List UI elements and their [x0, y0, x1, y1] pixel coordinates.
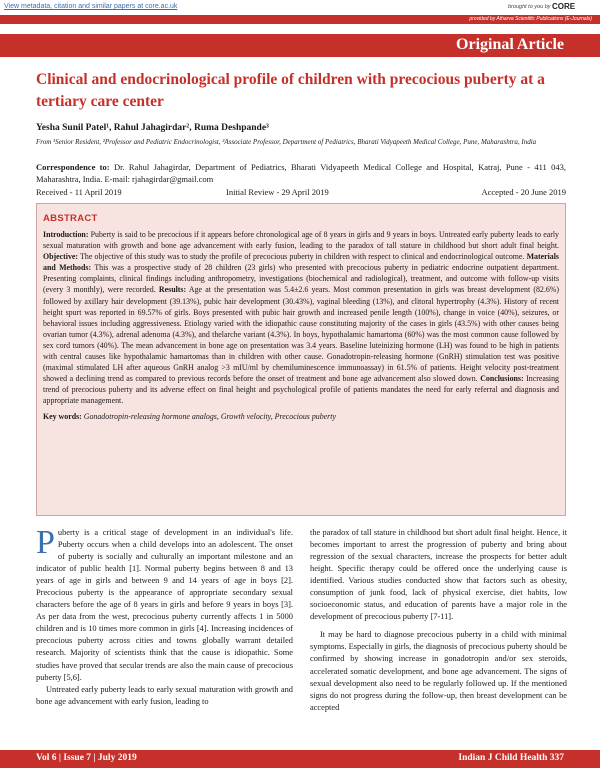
footer-volume: Vol 6 | Issue 7 | July 2019 [36, 753, 137, 763]
affiliation: From ¹Senior Resident, ²Professor and Pediatric Endocrinologist, ³Associate Professor, Department of Pediatrics, Bharati Vidyapeeth Medical College, Pune, Maharashtra, India [36, 138, 537, 146]
objective-text: The objective of this study was to study the profile of precocious puberty in children with respect to clinical and endocrinological outcome. [78, 252, 527, 262]
body-text: uberty is a critical stage of development in an individual's life. Puberty occurs when a child develops into an adolescent. The onset of puberty is socially and culturally an important milestone and an indicator of public health [1]. Normal puberty begins between 8 and 13 years of age in girls and between 9 and 14 years of age in boys [2]. Precocious puberty is the appearance of appropriate secondary sexual characters before the age of 8 years in girls and before 9 years in boys [3]. As per data from the west, precocious puberty currently affects 1 in 5000 children and is 10 times more common in girls [4]. Increasing incidences of precocious puberty across cities and towns globally warrant detailed research. Majority of scientists think that the cause is idiopathic. Some studies have proved that secular trends are also the main cause of precocious puberty [5,6]. [36, 528, 293, 682]
correspondence [36, 161, 566, 185]
conclusions-text: Increasing trend of precocious puberty and its adverse effect on final height and psychological profile of patients mandates the need for early referral and diagnosis and appropriate management. [43, 374, 559, 406]
abstract-body [43, 229, 559, 407]
core-provided-bar [0, 15, 600, 24]
body-paragraph [36, 524, 293, 684]
core-brought-text: brought to you by [508, 4, 551, 10]
paper-title: Clinical and endocrinological profile of children with precocious puberty at a tertiary care center [36, 71, 545, 110]
core-metadata-link[interactable]: View metadata, citation and similar papers at core.ac.uk [4, 3, 178, 10]
results-text: Age at the presentation was 5.4±2.6 years. Most common presentation in girls was breast development (82.6%) followed by axillary hair development (39.13%), pubic hair development (30.43%), vaginal bleeding (13%), and clitoral hypertrophy (4.3%). History of recent height spurt was reported in 69.57% of girls. Boys presented with pubic hair growth and increased penile length (100%), change in voice (40%), seizures, or behavioral issues including aggressiveness. Etiology varied with the idiopathic cause constituting majority of the cases in girls (43.5%) with other causes being ovarian tumor (4.3%), adrenal adenoma (4.3%), and thelarche variant (4.3%). In boys, hypothalamic hamartoma (60%) was the most common cause followed by sex cord tumors (40%). The mean advancement in bone age on presentation was 3.4 years. Baseline luteinizing hormone (LH) was found to be high in patients with central causes like hypothalamic hamartomas than in children with other cause. Gonadotropin-releasing hormone (GnRH) stimulation test was positive (maximal stimulated LH after aqueous GnRH analog >3 mIU/ml by chemiluminescence immunoassay) in 61.5% of patients. Height velocity post-treatment showed a declining trend as compared to previous records before the onset of treatment and bone age advancement also slowed down. [43, 285, 559, 384]
body-paragraph: Untreated early puberty leads to early sexual maturation with growth and bone age advancement with early fusion, leading to [36, 684, 293, 706]
drop-cap: P [36, 524, 55, 561]
core-banner [0, 0, 600, 26]
article-type-bar [0, 34, 600, 57]
authors: Yesha Sunil Patel¹, Rahul Jahagirdar², Ruma Deshpande³ [36, 123, 269, 133]
methods-text: This was a prospective study of 28 children (23 girls) who presented with precocious puberty in pediatric endocrine outpatient department. Presenting complaints, clinical findings including anthropometry, investigations (biochemical and radiological), treatment, and outcome with follow-up visits (every 3 monthly), were recorded. [43, 263, 559, 295]
date-review: Initial Review - 29 April 2019 [226, 187, 329, 197]
date-accepted: Accepted - 20 June 2019 [481, 187, 566, 197]
results-label: Results: [158, 285, 187, 295]
footer-journal: Indian J Child Health 337 [458, 753, 564, 763]
intro-label: Introduction: [43, 230, 89, 239]
body-column-right [310, 527, 567, 714]
keywords-text: Gonadotropin-releasing hormone analogs, Growth velocity, Precocious puberty [81, 411, 336, 421]
core-provided-text: provided by Atharva Scientific Publications (E-Journals) [469, 16, 592, 22]
abstract-box [36, 203, 566, 516]
abstract-heading: ABSTRACT [43, 213, 98, 224]
correspondence-text: Dr. Rahul Jahagirdar, Department of Pediatrics, Bharati Vidyapeeth Medical College and Hospital, Katraj, Pune - 411 043, Maharashtra, India. E-mail: rjahagirdar@gmail.com [36, 162, 567, 184]
body-paragraph: the paradox of tall stature in childhood but short adult final height. Hence, it becomes important to arrest the progression of puberty and bring about regression of the sexual characters, increase the prospects for better adult height. Specific therapy could be offered once the underlying cause is identified. Various studies conducted show that factors such as obesity, consumption of junk food, lack of physical exercise, diet habits, low socioeconomic status, and education of parents have a major role in the development of precocious puberty [7-11]. [310, 528, 567, 622]
article-type-label: Original Article [456, 36, 564, 53]
core-logo[interactable]: CORE [552, 2, 576, 11]
objective-label: Objective: [43, 252, 79, 262]
correspondence-label: Correspondence to: [36, 162, 110, 172]
keywords-label: Key words: [43, 411, 82, 421]
keywords [43, 411, 559, 422]
methods-label: Materials and Methods: [43, 252, 559, 273]
intro-text: Puberty is said to be precocious if it appears before chronological age of 8 years in girls and 9 years in boys. Untreated early puberty leads to early sexual maturation with growth and bone age advancement with early fusion, leading to the paradox of tall stature in childhood but short adult final height. [43, 230, 559, 251]
body-column-left [36, 524, 293, 708]
date-received: Received - 11 April 2019 [36, 187, 122, 197]
body-paragraph: It may be hard to diagnose precocious puberty in a child with minimal symptoms. Especially in girls, the diagnosis of precocious puberty should be confirmed by showing increase in gonadotropin and/or sex steroids, accelerated somatic development, and bone age advancement. The signs of sexual development also need to be regularly followed up. If the mentioned signs do not progress during the follow-up, then breast development can be accepted [310, 630, 567, 712]
page-footer [0, 750, 600, 768]
conclusions-label: Conclusions: [480, 374, 524, 384]
